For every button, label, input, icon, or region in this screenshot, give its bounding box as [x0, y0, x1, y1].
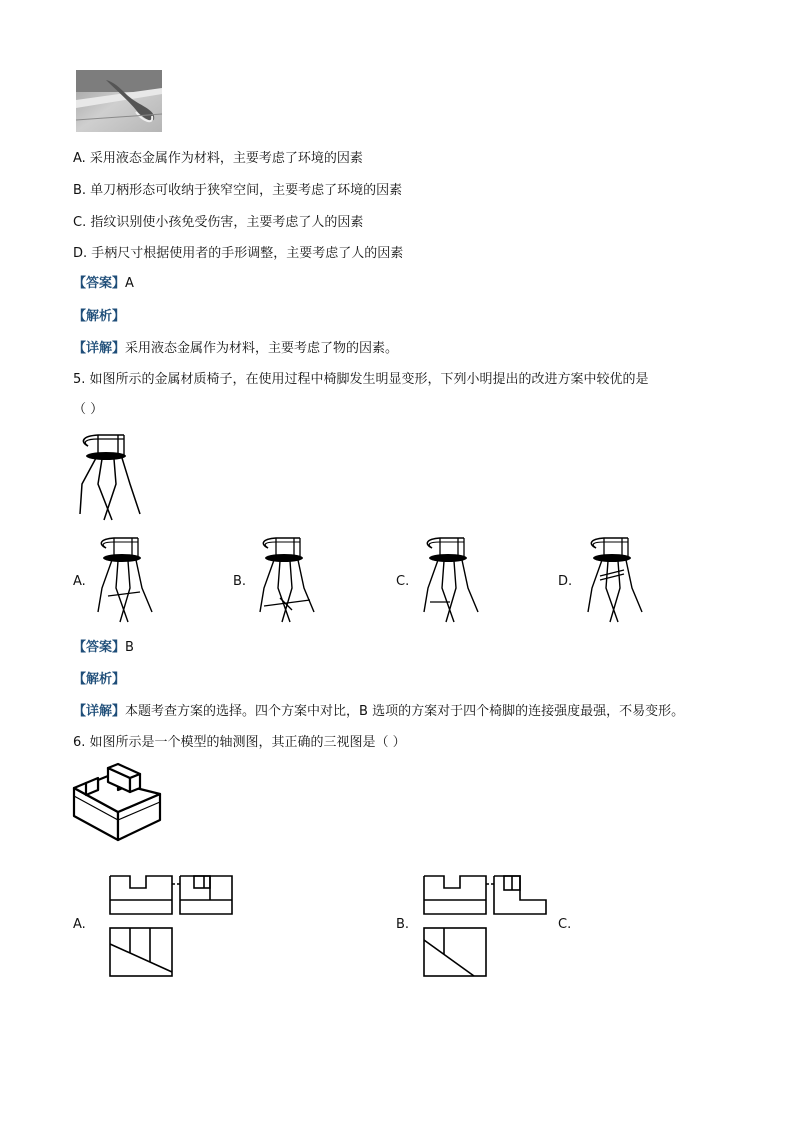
option-label-6b: B.: [396, 917, 410, 932]
question-6: 6. 如图所示是一个模型的轴测图，其正确的三视图是（ ）: [73, 735, 406, 750]
chair-option-a: [96, 536, 156, 628]
question-5: 5. 如图所示的金属材质椅子，在使用过程中椅脚发生明显变形，下列小明提出的改进方案中较优的是: [73, 372, 649, 387]
option-label-c: C.: [396, 574, 410, 589]
chair-figure: [76, 432, 146, 524]
option-label-b: B.: [233, 574, 247, 589]
option-label-6a: A.: [73, 917, 86, 932]
analysis-tag-5: 【解析】: [73, 672, 126, 687]
isometric-model: [72, 766, 164, 846]
option-label-6c: C.: [558, 917, 572, 932]
option-d: D. 手柄尺寸根据使用者的手形调整，主要考虑了人的因素: [73, 246, 404, 261]
option-label-a: A.: [73, 574, 86, 589]
chair-option-d: [586, 536, 646, 628]
detail-line: [73, 341, 398, 357]
option-label-d: D.: [558, 574, 573, 589]
product-photo: [76, 70, 162, 132]
chair-option-c: [422, 536, 482, 628]
three-view-b: [422, 874, 548, 978]
three-view-a: [108, 874, 234, 978]
detail-text-5: 本题考查方案的选择。四个方案中对比，B 选项的方案对于四个椅脚的连接强度最强，不易变形。: [125, 704, 685, 719]
answer-line-5: [73, 640, 134, 656]
detail-line-5: [73, 704, 684, 720]
analysis-tag: 【解析】: [73, 309, 126, 324]
answer-value: A: [125, 276, 134, 291]
answer-line: [73, 276, 134, 292]
option-c: C. 指纹识别使小孩免受伤害，主要考虑了人的因素: [73, 215, 364, 230]
detail-text: 采用液态金属作为材料，主要考虑了物的因素。: [125, 341, 399, 356]
detail-tag-5: 【详解】: [73, 704, 126, 719]
option-a: A. 采用液态金属作为材料，主要考虑了环境的因素: [73, 151, 363, 166]
answer-tag-5: 【答案】: [73, 640, 126, 655]
question-5-paren: （ ）: [73, 402, 104, 417]
detail-tag: 【详解】: [73, 341, 126, 356]
answer-tag: 【答案】: [73, 276, 126, 291]
answer-value-5: B: [125, 640, 134, 655]
option-b: B. 单刀柄形态可收纳于狭窄空间，主要考虑了环境的因素: [73, 183, 403, 198]
chair-option-b: [258, 536, 318, 628]
